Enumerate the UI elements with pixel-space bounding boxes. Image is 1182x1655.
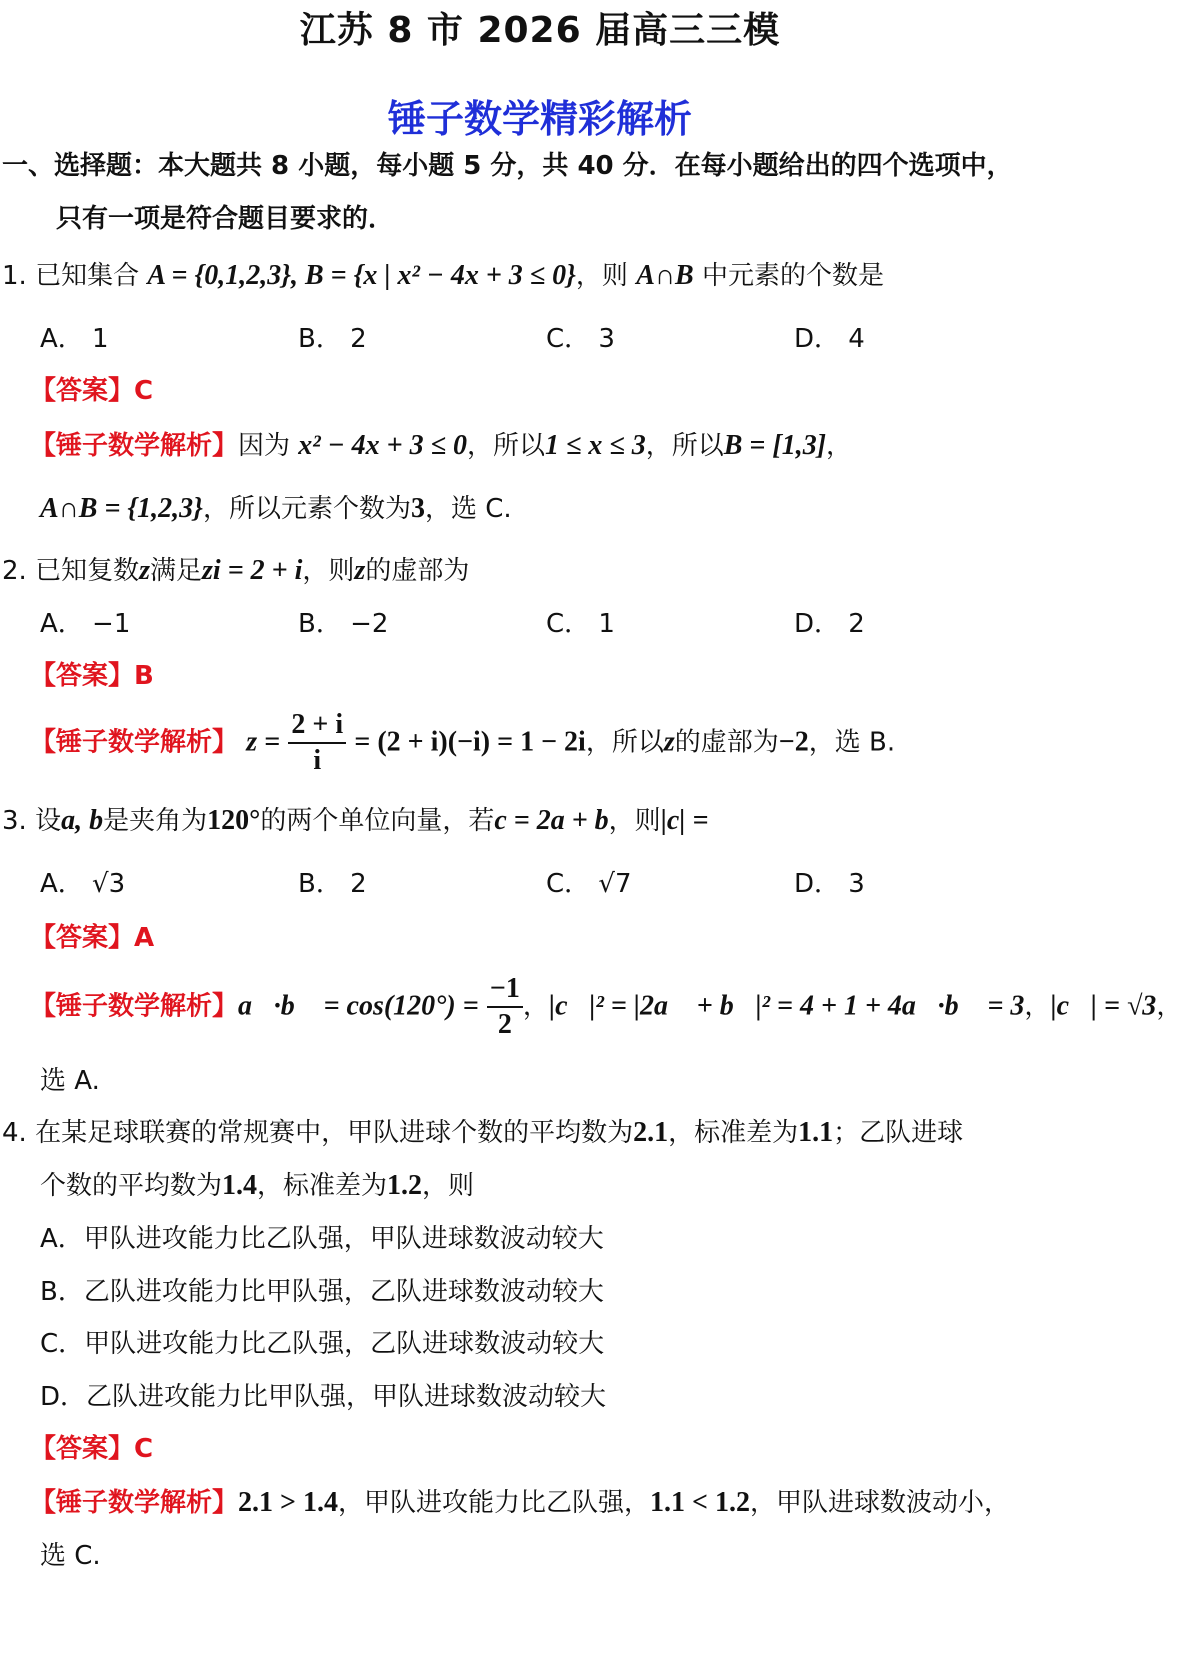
question-number: 4.: [2, 1118, 27, 1148]
math-expression: c = 2a + b: [494, 805, 609, 836]
solution-text: 因为: [238, 431, 291, 461]
option-c: C． 3: [546, 324, 615, 354]
math-expression: −2: [778, 726, 809, 758]
math-expression: 1.1: [798, 1117, 834, 1148]
answer-line: [30, 655, 154, 692]
answer-line: [30, 370, 153, 407]
page-title: 江苏 8 市 2026 届高三三模: [299, 10, 781, 51]
math-expression: 1 ≤ x ≤ 3: [545, 430, 646, 461]
question-text: 中元素的个数是: [701, 261, 884, 291]
math-expression: 1.2: [387, 1170, 423, 1201]
question-text: ，则: [422, 1171, 475, 1201]
question-text: ，则: [575, 261, 628, 291]
solution-tag: 【锤子数学解析】: [30, 1488, 239, 1518]
question-text: 在某足球联赛的常规赛中，甲队进球个数的平均数为: [35, 1118, 634, 1148]
solution-text: ，选 C.: [424, 494, 512, 524]
solution-text: ，甲队进攻能力比乙队强，: [337, 1488, 650, 1518]
math-expression: x² − 4x + 3 ≤ 0: [298, 430, 467, 461]
fraction-denominator: i: [313, 745, 322, 776]
math-expression: 1.1 < 1.2: [650, 1487, 750, 1518]
solution-tag: 【锤子数学解析】: [30, 727, 239, 758]
solution-text: ，所以: [466, 431, 545, 461]
answer-tag: 【答案】: [30, 376, 135, 406]
option-d: D．乙队进攻能力比甲队强，甲队进球数波动较大: [40, 1382, 607, 1412]
answer-value: C: [134, 1434, 154, 1464]
option-d: D． 4: [794, 324, 865, 354]
solution-tag: 【锤子数学解析】: [30, 431, 239, 461]
answer-value: A: [134, 923, 155, 953]
solution-line-2: 选 C.: [40, 1541, 101, 1571]
solution-text: ，: [826, 431, 853, 461]
solution-text: ，甲队进球数波动小，: [749, 1488, 1010, 1518]
math-expression: |c⃗| = √3: [1050, 990, 1157, 1022]
solution-text: ，所以元素个数为: [202, 494, 411, 524]
answer-tag: 【答案】: [30, 923, 135, 953]
fraction-denominator: 2: [497, 1009, 512, 1040]
math-expression: zi = 2 + i: [202, 555, 303, 586]
option-b: B．乙队进攻能力比甲队强，乙队进球数波动较大: [40, 1277, 604, 1307]
math-expression: z =: [246, 726, 281, 758]
fraction: [487, 972, 523, 1042]
question-4-stem: [2, 1112, 963, 1149]
solution-line: [30, 708, 895, 778]
fraction-numerator: 2 + i: [288, 708, 346, 744]
solution-line-2: [40, 488, 512, 525]
option-b: B． 2: [298, 869, 367, 899]
question-4-stem-line2: [40, 1165, 474, 1202]
question-text: 的虚部为: [365, 556, 470, 586]
option-d: D． 2: [794, 609, 865, 639]
question-text: 设: [35, 806, 62, 836]
option-a: A．甲队进攻能力比乙队强，甲队进球数波动较大: [40, 1224, 604, 1254]
math-expression: |c⃗|² = |2a⃗ + b⃗|² = 4 + 1 + 4a⃗·b⃗ = 3: [548, 990, 1025, 1022]
solution-line: [30, 425, 852, 462]
math-expression: |c| =: [660, 805, 709, 836]
question-text: 的两个单位向量，若: [260, 806, 495, 836]
question-number: 3.: [2, 806, 27, 836]
option-b: B． 2: [298, 324, 367, 354]
fraction-numerator: −1: [487, 972, 523, 1008]
solution-line: [30, 1482, 1010, 1519]
option-c: C．甲队进攻能力比乙队强，乙队进球数波动较大: [40, 1329, 605, 1359]
fraction: [288, 708, 346, 778]
solution-tag: 【锤子数学解析】: [30, 991, 239, 1022]
section-heading-line1: 一、选择题：本大题共 8 小题，每小题 5 分，共 40 分．在每小题给出的四个选项中，: [2, 151, 1013, 181]
solution-text: 的虚部为: [674, 727, 779, 758]
answer-tag: 【答案】: [30, 661, 135, 691]
solution-text: ，: [1024, 991, 1051, 1022]
math-expression: A = {0,1,2,3}, B = {x | x² − 4x + 3 ≤ 0}: [147, 260, 576, 291]
math-expression: 3: [410, 493, 425, 524]
option-a: A． √3: [40, 869, 126, 899]
question-text: ，标准差为: [257, 1171, 388, 1201]
question-1-stem: [2, 255, 884, 292]
math-expression: z: [663, 726, 675, 758]
question-text: ；乙队进球: [833, 1118, 964, 1148]
answer-line: [30, 1428, 153, 1465]
math-expression: z: [139, 555, 150, 586]
page-subtitle: 锤子数学精彩解析: [387, 97, 692, 141]
question-2-stem: [2, 550, 469, 587]
question-text: 已知集合: [35, 261, 140, 291]
solution-text: ，: [522, 991, 549, 1022]
math-expression: 2.1 > 1.4: [238, 1487, 338, 1518]
math-expression: 2.1: [633, 1117, 669, 1148]
option-c: C． √7: [546, 869, 632, 899]
question-number: 2.: [2, 556, 27, 586]
question-text: 是夹角为: [103, 806, 208, 836]
question-text: ，则: [302, 556, 355, 586]
math-expression: a⃗·b⃗ = cos(120°) =: [238, 990, 479, 1022]
answer-line: [30, 917, 154, 954]
question-text: 满足: [150, 556, 203, 586]
solution-text: ，选 B.: [808, 727, 896, 758]
question-text: 已知复数: [35, 556, 140, 586]
math-expression: B = [1,3]: [723, 430, 827, 461]
math-expression: = (2 + i)(−i) = 1 − 2i: [354, 726, 586, 758]
question-text: 个数的平均数为: [40, 1171, 223, 1201]
question-3-stem: [2, 800, 708, 837]
option-a: A． −1: [40, 609, 131, 639]
solution-text: ，所以: [645, 431, 724, 461]
math-expression: a, b: [61, 805, 104, 836]
option-c: C． 1: [546, 609, 615, 639]
math-expression: z: [354, 555, 366, 586]
answer-tag: 【答案】: [30, 1434, 135, 1464]
math-expression: A∩B: [636, 260, 694, 291]
question-text: ，标准差为: [668, 1118, 799, 1148]
question-text: ，则: [608, 806, 661, 836]
section-heading-line2: 只有一项是符合题目要求的．: [56, 204, 395, 234]
math-expression: A∩B = {1,2,3}: [40, 493, 203, 524]
option-a: A． 1: [40, 324, 109, 354]
math-expression: 1.4: [222, 1170, 258, 1201]
solution-text: ，所以: [585, 727, 664, 758]
math-expression: 120°: [207, 805, 261, 836]
answer-value: B: [134, 661, 154, 691]
option-b: B． −2: [298, 609, 389, 639]
answer-value: C: [134, 376, 154, 406]
solution-text: ，: [1156, 991, 1182, 1022]
solution-line: [30, 972, 1182, 1042]
option-d: D． 3: [794, 869, 865, 899]
solution-line-2: 选 A.: [40, 1066, 100, 1096]
question-number: 1.: [2, 261, 27, 291]
